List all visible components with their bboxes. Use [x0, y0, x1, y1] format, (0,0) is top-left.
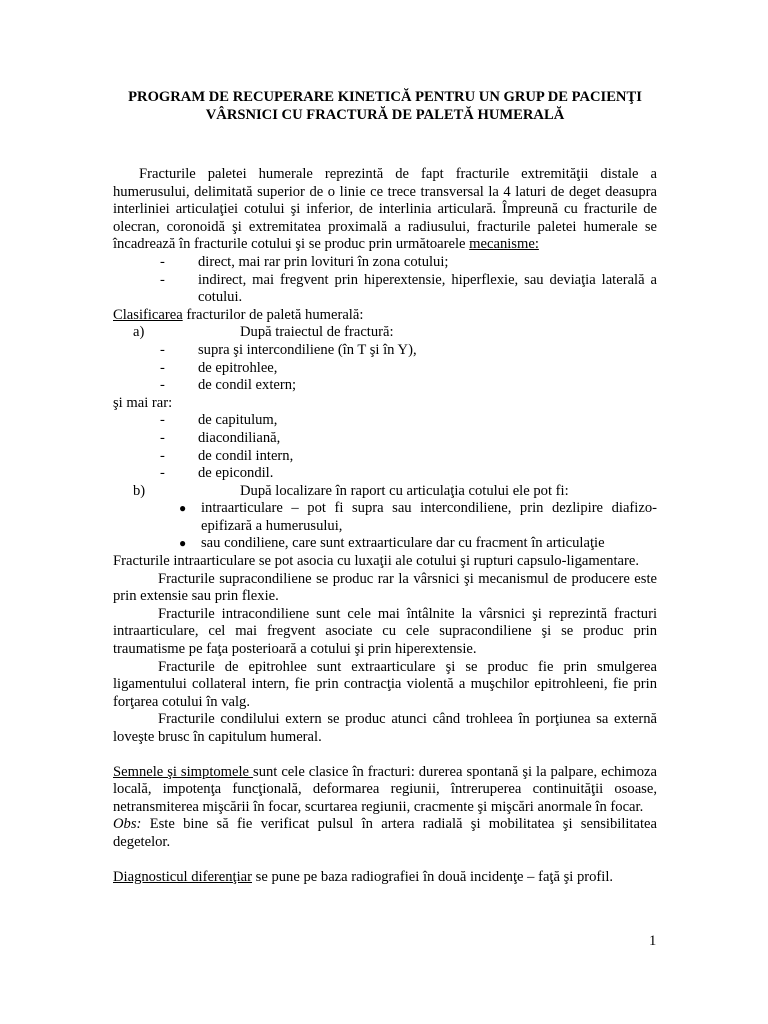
bullet-icon: ● [179, 536, 187, 551]
paragraph-supracondiliene: Fracturile supracondiliene se produc rar la vârsnici şi mecanismul de producere este prin extensie sau prin flexie. [113, 570, 657, 605]
list-a-label: a) [133, 324, 145, 341]
list-item [113, 465, 657, 483]
dash-marker: - [160, 377, 165, 394]
list-b-label: b) [133, 482, 146, 499]
list-a-text: După traiectul de fractură: [240, 324, 394, 341]
bullet-item [113, 500, 657, 535]
list-b-text: După localizare în raport cu articulaţia cotului ele pot fi: [240, 482, 569, 499]
dash-marker: - [160, 359, 165, 376]
semne-heading: Semnele şi simptomele [113, 763, 254, 780]
intro-text: Fracturile paletei humerale reprezintă de fapt fracturile extremităţii distale a humerusului, delimitată superior de o linie ce trece transversal la 4 laturi de deget deasupra interliniei articulaţiei cotului şi inferior, de interlinia articulară. Împreună cu fracturile de olecran, coronoidă şi extremitatea proximală a radiusului, fracturile paletei humerale se încadrează în fracturile cotului şi se produc prin următoarele [113, 166, 657, 253]
mechanism-item [113, 272, 657, 307]
list-a-heading [113, 324, 657, 342]
bullet-text: sau condiliene, care sunt extraarticulare dar cu fracment în articulaţie [201, 535, 605, 552]
dash-marker: - [160, 253, 165, 270]
diagnostic-heading: Diagnosticul diferenţiar [113, 868, 252, 885]
list-item [113, 430, 657, 448]
title-line-1: PROGRAM DE RECUPERARE KINETICĂ PENTRU UN GRUP DE PACIENŢI [128, 89, 642, 105]
spacer [113, 747, 657, 764]
classification-heading [113, 307, 657, 325]
paragraph-diagnostic [113, 869, 657, 887]
list-item [113, 342, 657, 360]
obs-text: Este bine să fie verificat pulsul în artera radială şi mobilitatea şi sensibilitatea degetelor. [113, 816, 657, 850]
list-item-text: de epitrohlee, [198, 359, 278, 376]
list-b-heading [113, 483, 657, 501]
classification-word: Clasificarea [113, 306, 183, 323]
intro-paragraph [113, 166, 657, 254]
semne-text: sunt cele clasice în fracturi: durerea spontană şi la palpare, echimoza locală, impotenţa funcţională, deformarea regiunii, întreruperea continuităţii osoase, netransmiterea mişcării în focar, scurtarea regiunii, cracmente şi mişcări anormale în focar. [113, 763, 658, 815]
list-item [113, 377, 657, 395]
paragraph-condil-extern: Fracturile condilului extern se produc atunci când trohleea în porţiunea sa externă loveşte brusc în capitulum humeral. [113, 711, 657, 745]
paragraph-epitrohlee: Fracturile de epitrohlee sunt extraarticulare şi se produc fie prin smulgerea ligamentului collateral intern, fie prin contracţia violentă a muşchilor epitrohleeni, fie prin forţarea cotului în valg. [113, 658, 657, 710]
list-item [113, 448, 657, 466]
list-item-text: diacondiliană, [198, 429, 281, 446]
obs-label: Obs: [113, 816, 142, 833]
list-item-text: supra şi intercondiliene (în T şi în Y), [198, 341, 417, 358]
bullet-icon: ● [179, 501, 187, 516]
list-item-text: de condil extern; [198, 377, 297, 394]
page-number: 1 [649, 933, 657, 949]
list-item-text: de epicondil. [198, 465, 274, 482]
paragraph-semne [113, 764, 657, 817]
document-page [113, 88, 657, 886]
bullet-text: intraarticulare – pot fi supra sau intercondiliene, prin dezlipire diafizo-epifizară a humerusului, [201, 500, 657, 534]
list-item-text: de condil intern, [198, 447, 294, 464]
dash-marker: - [160, 447, 165, 464]
spacer [113, 852, 657, 869]
mai-rar-label: şi mai rar: [113, 394, 173, 411]
paragraph-obs [113, 816, 657, 851]
classification-rest: fracturilor de paletă humerală: [182, 306, 364, 323]
mechanism-text: direct, mai rar prin lovituri în zona cotului; [198, 253, 449, 270]
diagnostic-text: se pune pe baza radiografiei în două incidenţe – faţă şi profil. [252, 868, 614, 885]
dash-marker: - [160, 341, 165, 358]
document-title [113, 88, 657, 124]
bullet-item [113, 535, 657, 553]
dash-marker: - [160, 271, 165, 288]
mechanism-text: indirect, mai fregvent prin hiperextensie, hiperflexie, sau deviaţia laterală a cotului. [198, 271, 657, 306]
list-item [113, 412, 657, 430]
list-item [113, 360, 657, 378]
mechanisms-link: mecanisme: [469, 236, 539, 253]
dash-marker: - [160, 412, 165, 429]
paragraph-intraarticulare: Fracturile intraarticulare se pot asocia cu luxaţii ale cotului şi rupturi capsulo-ligamentare. [113, 553, 639, 570]
mechanism-item [113, 254, 657, 272]
dash-marker: - [160, 429, 165, 446]
title-line-2: VÂRSNICI CU FRACTURĂ DE PALETĂ HUMERALĂ [205, 107, 565, 123]
list-item-text: de capitulum, [198, 412, 278, 429]
dash-marker: - [160, 465, 165, 482]
paragraph-intracondiliene: Fracturile intracondiliene sunt cele mai întâlnite la vârsnici şi reprezintă fracturi intraarticulare, cel mai fregvent asociate cu cele supracondiliene şi se produc prin traumatisme pe faţa posterioară a cotului şi prin hiperextensie. [113, 605, 657, 658]
